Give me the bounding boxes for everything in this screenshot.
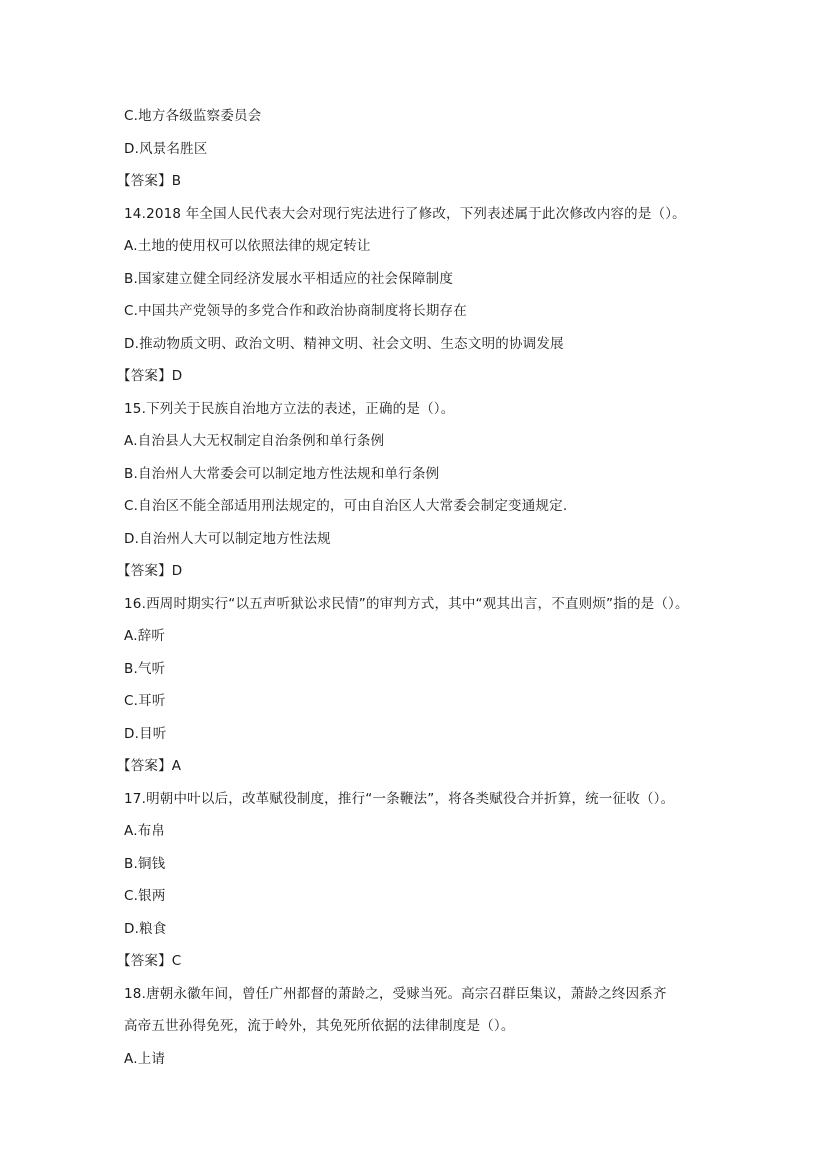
answer-q15: 【答案】D (117, 563, 183, 579)
option-d-q16: D.目听 (124, 726, 167, 742)
option-c-q15: C.自治区不能全部适用刑法规定的，可由自治区人大常委会制定变通规定. (124, 498, 568, 514)
option-a-q17: A.布帛 (124, 823, 166, 839)
option-b-q15: B.自治州人大常委会可以制定地方性法规和单行条例 (124, 466, 440, 482)
question-18-line-2: 高帝五世孙得免死，流于岭外，其免死所依据的法律制度是（）。 (124, 1018, 515, 1034)
option-a-q15: A.自治县人大无权制定自治条例和单行条例 (124, 433, 385, 449)
question-14: 14.2018 年全国人民代表大会对现行宪法进行了修改，下列表述属于此次修改内容的是（）。 (124, 206, 686, 222)
option-d-q14: D.推动物质文明、政治文明、精神文明、社会文明、生态文明的协调发展 (124, 336, 564, 352)
option-b-q16: B.气听 (124, 661, 166, 677)
answer-q17: 【答案】C (117, 953, 182, 969)
question-15: 15.下列关于民族自治地方立法的表述，正确的是（）。 (124, 401, 455, 417)
question-18-line-1: 18.唐朝永徽年间，曾任广州都督的萧龄之，受赇当死。高宗召群臣集议，萧龄之终因系齐 (124, 986, 667, 1002)
option-a-q16: A.辞听 (124, 628, 166, 644)
question-17: 17.明朝中叶以后，改革赋役制度，推行“一条鞭法”，将各类赋役合并折算，统一征收（）。 (124, 791, 675, 807)
option-a-q14: A.土地的使用权可以依照法律的规定转让 (124, 238, 371, 254)
question-16: 16.西周时期实行“以五声听狱讼求民情”的审判方式，其中“观其出言，不直则烦”指的是（）。 (124, 596, 689, 612)
option-c-q13: C.地方各级监察委员会 (124, 108, 262, 124)
answer-q16: 【答案】A (117, 758, 182, 774)
option-c-q17: C.银两 (124, 888, 166, 904)
option-d-q13: D.风景名胜区 (124, 141, 208, 157)
option-c-q14: C.中国共产党领导的多党合作和政治协商制度将长期存在 (124, 303, 467, 319)
option-d-q15: D.自治州人大可以制定地方性法规 (124, 531, 331, 547)
option-d-q17: D.粮食 (124, 921, 167, 937)
option-b-q14: B.国家建立健全同经济发展水平相适应的社会保障制度 (124, 271, 454, 287)
option-b-q17: B.铜钱 (124, 856, 166, 872)
option-a-q18: A.上请 (124, 1051, 166, 1067)
answer-q13: 【答案】B (117, 173, 182, 189)
answer-q14: 【答案】D (117, 368, 183, 384)
option-c-q16: C.耳听 (124, 693, 166, 709)
